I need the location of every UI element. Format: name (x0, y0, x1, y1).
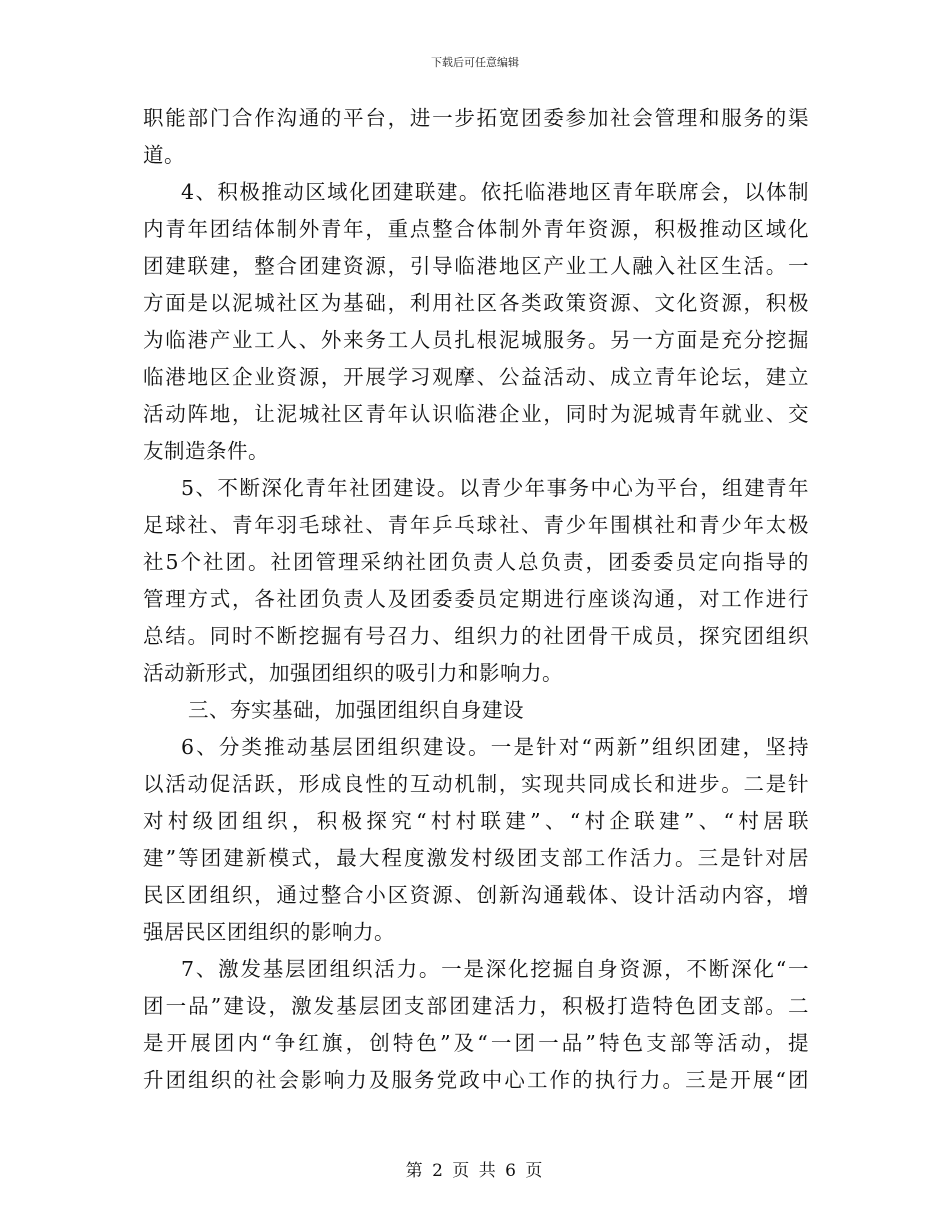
page-header (0, 54, 950, 70)
text-line: 以活动促活跃，形成良性的互动机制，实现共同成长和进步。二是针 (143, 772, 809, 796)
page-footer (0, 1156, 950, 1181)
text-line: 是开展团内“争红旗，创特色”及“一团一品”特色支部等活动，提 (143, 1031, 809, 1055)
text-line: 三、夯实基础，加强团组织自身建设 (188, 698, 524, 722)
text-line: 民区团组织，通过整合小区资源、创新沟通载体、设计活动内容，增 (143, 883, 809, 907)
document-body (143, 100, 809, 1099)
page-number: 第 2 页 共 6 页 (405, 1161, 545, 1181)
text-line: 4、积极推动区域化团建联建。依托临港地区青年联席会，以体制 (181, 180, 809, 204)
text-line: 升团组织的社会影响力及服务党政中心工作的执行力。三是开展“团 (143, 1068, 809, 1092)
paragraph (143, 100, 809, 174)
text-line: 社5个社团。社团管理采纳社团负责人总负责，团委委员定向指导的 (143, 550, 809, 574)
header-note: 下载后可任意编辑 (431, 56, 519, 69)
text-line: 友制造条件。 (143, 439, 269, 463)
text-line: 6、分类推动基层团组织建设。一是针对“两新”组织团建，坚持 (181, 735, 809, 759)
paragraph (143, 729, 809, 951)
text-line: 方面是以泥城社区为基础，利用社区各类政策资源、文化资源，积极 (143, 291, 809, 315)
text-line: 足球社、青年羽毛球社、青年乒乓球社、青少年围棋社和青少年太极 (143, 513, 809, 537)
text-line: 5、不断深化青年社团建设。以青少年事务中心为平台，组建青年 (181, 476, 809, 500)
text-line: 临港地区企业资源，开展学习观摩、公益活动、成立青年论坛，建立 (143, 365, 809, 389)
paragraph (143, 470, 809, 692)
text-line: 团一品”建设，激发基层团支部团建活力，积极打造特色团支部。二 (143, 994, 809, 1018)
text-line: 活动阵地，让泥城社区青年认识临港企业，同时为泥城青年就业、交 (143, 402, 809, 426)
text-line: 内青年团结体制外青年，重点整合体制外青年资源，积极推动区域化 (143, 217, 809, 241)
text-line: 活动新形式，加强团组织的吸引力和影响力。 (143, 661, 563, 685)
text-line: 团建联建，整合团建资源，引导临港地区产业工人融入社区生活。一 (143, 254, 809, 278)
text-line: 强居民区团组织的影响力。 (143, 920, 395, 944)
paragraph (143, 951, 809, 1099)
text-line: 对村级团组织，积极探究“村村联建”、“村企联建”、“村居联 (143, 809, 809, 833)
text-line: 道。 (143, 143, 185, 167)
text-line: 建”等团建新模式，最大程度激发村级团支部工作活力。三是针对居 (143, 846, 809, 870)
section-heading (143, 692, 809, 729)
text-line: 7、激发基层团组织活力。一是深化挖掘自身资源，不断深化“一 (181, 957, 809, 981)
text-line: 总结。同时不断挖掘有号召力、组织力的社团骨干成员，探究团组织 (143, 624, 809, 648)
paragraph (143, 174, 809, 470)
text-line: 为临港产业工人、外来务工人员扎根泥城服务。另一方面是充分挖掘 (143, 328, 809, 352)
text-line: 管理方式，各社团负责人及团委委员定期进行座谈沟通，对工作进行 (143, 587, 809, 611)
text-line: 职能部门合作沟通的平台，进一步拓宽团委参加社会管理和服务的渠 (143, 106, 809, 130)
